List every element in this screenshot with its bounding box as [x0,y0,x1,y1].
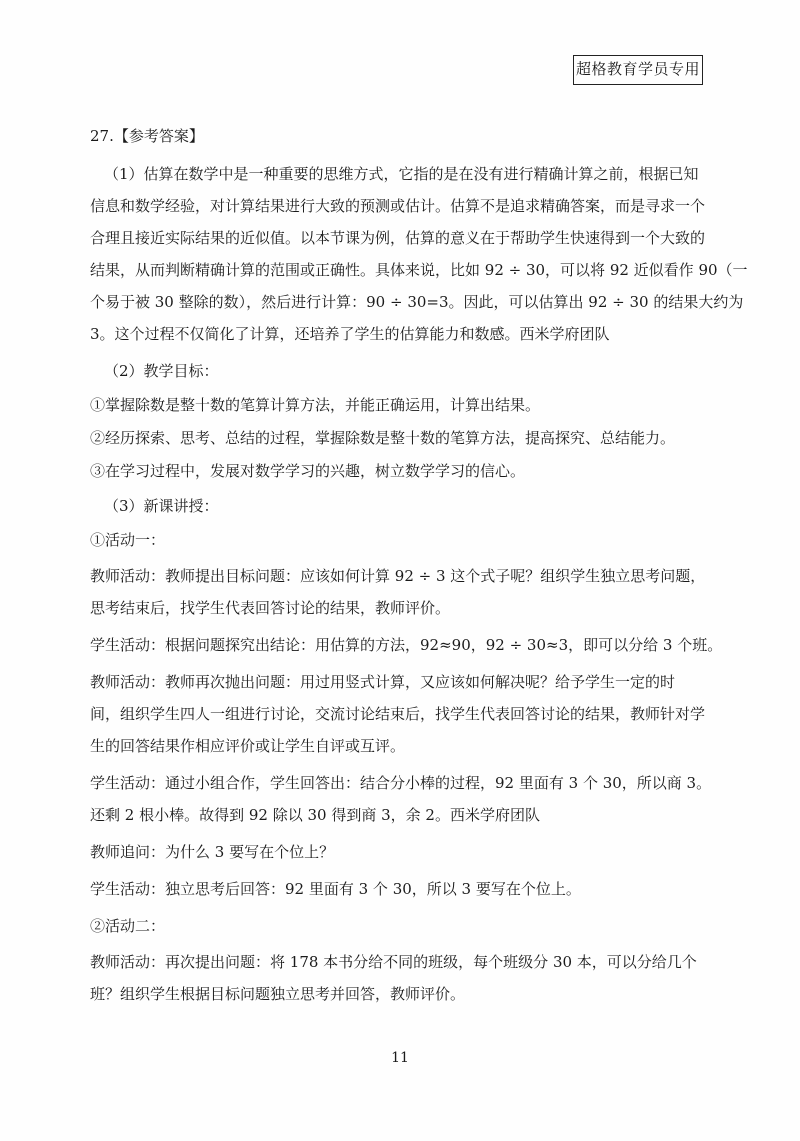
goals-heading: （2）教学目标： [104,362,219,380]
goal-item: ①掌握除数是整十数的笔算计算方法，并能正确运用，计算出结果。 [90,396,541,414]
student-activity: 还剩 2 根小棒。故得到 92 除以 30 得到商 3，余 2。西米学府团队 [90,806,540,824]
document-body [90,126,748,1004]
paragraph-line: 合理且接近实际结果的近似值。以本节课为例，估算的意义在于帮助学生快速得到一个大致的 [90,229,706,247]
activity-heading: ①活动一： [90,531,166,549]
teacher-activity: 教师活动：教师提出目标问题：应该如何计算 92 ÷ 3 这个式子呢？组织学生独立思考问题， [90,567,706,585]
goal-item: ③在学习过程中，发展对数学学习的兴趣，树立数学学习的信心。 [90,462,526,480]
teacher-activity: 间，组织学生四人一组进行讨论，交流讨论结束后，找学生代表回答讨论的结果，教师针对学 [90,705,706,723]
activity-heading: ②活动二： [90,917,166,935]
paragraph-estimation [90,164,748,344]
teacher-activity: 思考结束后，找学生代表回答讨论的结果，教师评价。 [90,599,451,617]
paragraph-line: 个易于被 30 整除的数），然后进行计算：90 ÷ 30=3。因此，可以估算出 92 ÷ 30 的结果大约为 [90,293,744,311]
teacher-activity: 班？组织学生根据目标问题独立思考并回答，教师评价。 [90,985,466,1003]
student-activity: 学生活动：根据问题探究出结论：用估算的方法，92≈90，92 ÷ 30≈3，即可以分给 3 个班。 [90,636,723,654]
lesson-heading: （3）新课讲授： [104,497,219,515]
paragraph-line: 结果，从而判断精确计算的范围或正确性。具体来说，比如 92 ÷ 30，可以将 92 近似看作 90（一 [90,261,748,279]
student-activity: 学生活动：通过小组合作，学生回答出：结合分小棒的过程，92 里面有 3 个 30，所以商 3。 [90,774,712,792]
teacher-question: 教师追问：为什么 3 要写在个位上？ [90,843,335,861]
student-activity: 学生活动：独立思考后回答：92 里面有 3 个 30，所以 3 要写在个位上。 [90,880,581,898]
paragraph-line: 3。这个过程不仅简化了计算，还培养了学生的估算能力和数感。西米学府团队 [90,325,610,343]
paragraph-line: （1）估算在数学中是一种重要的思维方式，它指的是在没有进行精确计算之前，根据已知 [104,165,699,183]
paragraph-line: 信息和数学经验，对计算结果进行大致的预测或估计。估算不是追求精确答案，而是寻求一个 [90,197,706,215]
teacher-activity: 教师活动：教师再次抛出问题：用过用竖式计算，又应该如何解决呢？给予学生一定的时 [90,673,676,691]
teacher-activity: 教师活动：再次提出问题：将 178 本书分给不同的班级，每个班级分 30 本，可以分给几个 [90,953,697,971]
teacher-activity: 生的回答结果作相应评价或让学生自评或互评。 [90,737,406,755]
section-title: 27.【参考答案】 [90,127,204,145]
page-number: 11 [391,1050,409,1066]
goal-item: ②经历探索、思考、总结的过程，掌握除数是整十数的笔算方法，提高探究、总结能力。 [90,429,676,447]
header-badge: 超格教育学员专用 [573,55,703,85]
